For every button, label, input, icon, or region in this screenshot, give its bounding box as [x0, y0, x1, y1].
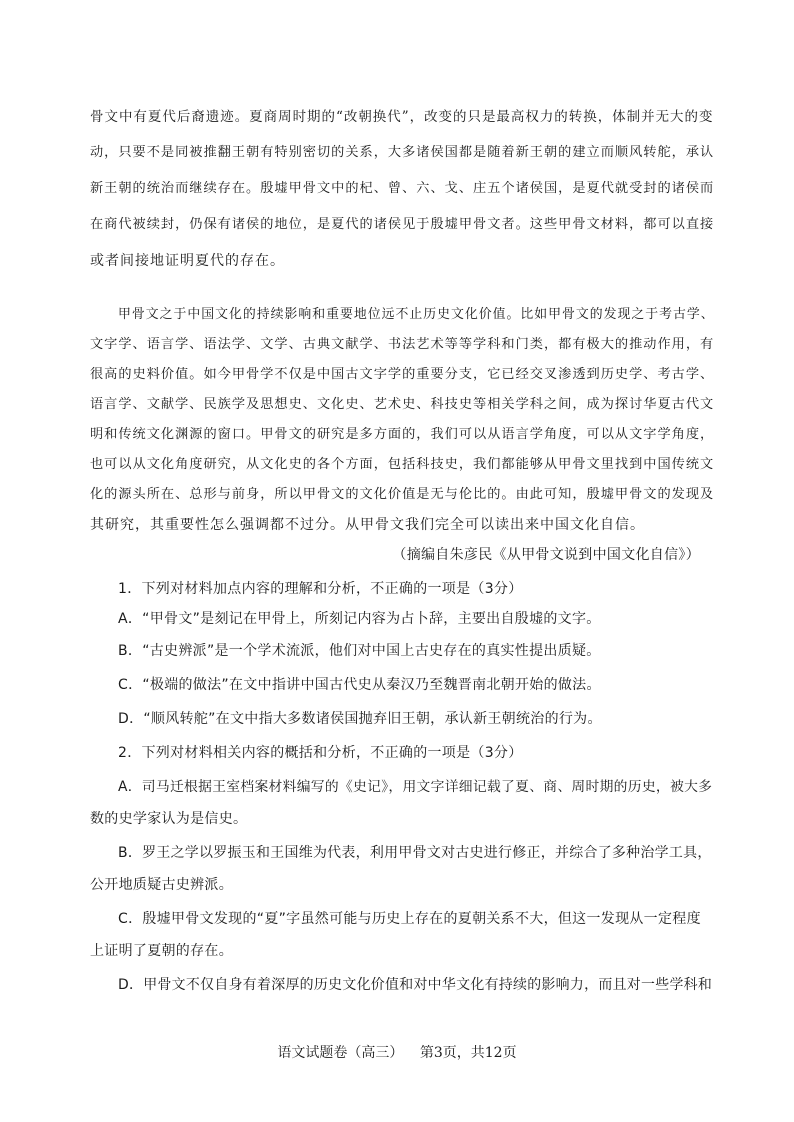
question-1-option-c: C．“极端的做法”在文中指讲中国古代史从秦汉乃至魏晋南北朝开始的做法。: [118, 677, 601, 693]
question-1-option-b: B．“古史辨派”是一个学术流派，他们对中国上古史存在的真实性提出质疑。: [118, 643, 601, 659]
question-1-stem: 1．下列对材料加点内容的理解和分析，不正确的一项是（3分）: [118, 581, 523, 597]
text-line: 动，只要不是同被推翻王朝有特别密切的关系，大多诸侯国都是随着新王朝的建立而顺风转舵，承认: [90, 145, 715, 160]
footer-page-number: 第3页，共12页: [419, 1045, 517, 1061]
question-1-option-a: A．“甲骨文”是刻记在甲骨上，所刻记内容为占卜辞，主要出自殷墟的文字。: [118, 611, 601, 627]
question-2-option-c: C．殷墟甲骨文发现的“夏”字虽然可能与历史上存在的夏朝关系不大，但这一发现从一定程度: [118, 911, 701, 927]
text-line: 甲骨文之于中国文化的持续影响和重要地位远不止历史文化价值。比如甲骨文的发现之于考古学、: [118, 307, 715, 322]
question-2-option-b: B．罗王之学以罗振玉和王国维为代表，利用甲骨文对古史进行修正，并综合了多种治学工具，: [118, 845, 712, 861]
text-line: 很高的史料价值。如今甲骨学不仅是中国古文字学的重要分支，它已经交叉渗透到历史学、考古学、: [90, 367, 715, 382]
text-line: 骨文中有夏代后裔遗迹。夏商周时期的“改朝换代”，改变的只是最高权力的转换，体制并无大的变: [90, 109, 714, 125]
page-footer: [0, 1042, 794, 1062]
question-2-option-a: A．司马迁根据王室档案材料编写的《史记》，用文字详细记载了夏、商、周时期的历史，被大多: [118, 779, 713, 795]
text-line: 其研究，其重要性怎么强调都不过分。从甲骨文我们完全可以读出来中国文化自信。: [90, 517, 645, 533]
text-line: 明和传统文化渊源的窗口。甲骨文的研究是多方面的，我们可以从语言学角度，可以从文字学角度，: [90, 427, 715, 442]
text-line: 或者间接地证明夏代的存在。: [90, 253, 285, 269]
question-2-option-c-cont: 上证明了夏朝的存在。: [90, 943, 233, 959]
text-line: 也可以从文化角度研究，从文化史的各个方面，包括科技史，我们都能够从甲骨文里找到中国传统文: [90, 457, 715, 472]
question-2-option-b-cont: 公开地质疑古史辨派。: [90, 877, 233, 893]
text-line: 文字学、语言学、语法学、文学、古典文献学、书法艺术等等学科和门类，都有极大的推动作用，有: [90, 337, 715, 352]
question-2-option-d: D．甲骨文不仅自身有着深厚的历史文化价值和对中华文化有持续的影响力，而且对一些学科和: [118, 977, 713, 993]
text-line: 化的源头所在、总形与前身，所以甲骨文的文化价值是无与伦比的。由此可知，殷墟甲骨文的发现及: [90, 487, 715, 502]
passage-source: （摘编自朱彦民《从甲骨文说到中国文化自信》）: [392, 547, 700, 563]
question-1-option-d: D．“顺风转舵”在文中指大多数诸侯国抛弃旧王朝，承认新王朝统治的行为。: [118, 711, 602, 727]
text-line: 新王朝的统治而继续存在。殷墟甲骨文中的杞、曾、六、戈、庄五个诸侯国，是夏代就受封的诸侯而: [90, 181, 715, 196]
text-line: 在商代被续封，仍保有诸侯的地位，是夏代的诸侯见于殷墟甲骨文者。这些甲骨文材料，都可以直接: [90, 217, 715, 232]
footer-exam-title: 语文试题卷（高三）: [277, 1045, 404, 1061]
text-line: 语言学、文献学、民族学及思想史、文化史、艺术史、科技史等相关学科之间，成为探讨华夏古代文: [90, 397, 715, 412]
question-2-stem: 2．下列对材料相关内容的概括和分析，不正确的一项是（3分）: [118, 745, 523, 761]
question-2-option-a-cont: 数的史学家认为是信史。: [90, 811, 248, 827]
